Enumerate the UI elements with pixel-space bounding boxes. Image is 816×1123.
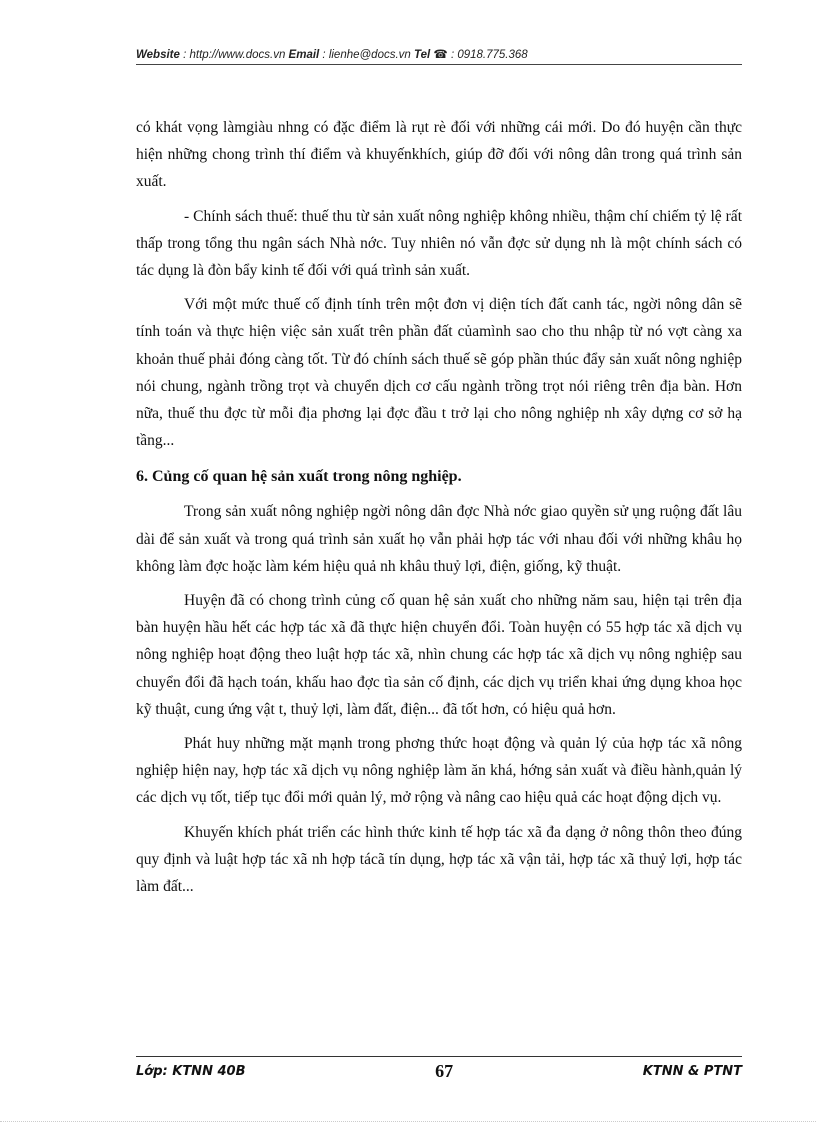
paragraph-1: có khát vọng làmgiàu nhng có đặc điểm là rụt rè đối với những cái mới. Do đó huyện cần thực hiện những chong trình thí điểm và khuyếnkhích, giúp đỡ đối với nông dân trong quá trình sản xuất. [136, 119, 742, 191]
tel-value: : 0918.775.368 [447, 49, 528, 61]
section-heading: 6. Củng cố quan hệ sản xuất trong nông nghiệp. [136, 468, 462, 486]
document-body [136, 114, 742, 907]
department-label: KTNN & PTNT [642, 1064, 742, 1079]
paragraph-land-use: Trong sản xuất nông nghiệp ngời nông dân đợc Nhà nớc giao quyền sử ụng ruộng đất lâu dài để sản xuất và trong quá trình sản xuất họ vẫn phải hợp tác với nhau đối với những khâu họ không làm đợc hoặc làm kém hiệu quả nh khâu thuỷ lợi, điện, giống, kỹ thuật. [136, 503, 742, 575]
paragraph-encourage: Khuyến khích phát triển các hình thức kinh tế hợp tác xã đa dạng ở nông thôn theo đúng quy định và luật hợp tác xã nh hợp tácã tín dụng, hợp tác xã vận tải, hợp tác xã thuỷ lợi, hợp tác làm đất... [136, 823, 742, 896]
website-value: : http://www.docs.vn [179, 49, 289, 61]
paragraph-fixed-tax: Với một mức thuế cố định tính trên một đơn vị diện tích đất canh tác, ngời nông dân sẽ tính toán và thực hiện việc sản xuất trên phần đất củamình sao cho thu nhập từ nó vợt càng xa khoản thuế phải đóng càng tốt. Từ đó chính sách thuế sẽ góp phần thúc đẩy sản xuất nông nghiệp nói chung, ngành trồng trọt và chuyển dịch cơ cấu ngành trồng trọt nói riêng trên địa bàn. Hơn nữa, thuế thu đợc từ mỗi địa phơng lại đợc đầu t trở lại cho nông nghiệp nh xây dựng cơ sở hạ tầng... [136, 296, 742, 450]
website-label: Website [136, 49, 180, 61]
bottom-divider [0, 1121, 816, 1122]
email-value: : lienhe@docs.vn [319, 49, 415, 61]
page-number: 67 [435, 1061, 454, 1081]
phone-icon: ☎ [433, 49, 448, 61]
paragraph-cooperatives: Huyện đã có chong trình củng cố quan hệ sản xuất cho những năm sau, hiện tại trên địa bàn huyện hầu hết các hợp tác xã đã thực hiện chuyển đổi. Toàn huyện có 55 hợp tác xã dịch vụ nông nghiệp hoạt động theo luật hợp tác xã, nhìn chung các hợp tác xã dịch vụ nông nghiệp sau chuyển đổi đã hạch toán, khấu hao đợc tìa sản cố định, các dịch vụ triển khai ứng dụng khoa học kỹ thuật, cung ứng vật t, thuỷ lợi, làm đất, điện... đã tốt hơn, có hiệu quả hơn. [136, 592, 742, 718]
email-label: Email [288, 49, 320, 61]
page-footer [136, 1056, 742, 1082]
tel-label: Tel [414, 49, 431, 61]
page-header [136, 47, 742, 65]
paragraph-tax-policy: - Chính sách thuế: thuế thu từ sản xuất nông nghiệp không nhiều, thậm chí chiếm tỷ lệ rất thấp trong tổng thu ngân sách Nhà nớc. Tuy nhiên nó vẫn đợc sử dụng nh là một chính sách có tác dụng là đòn bẩy kinh tế đối với quá trình sản xuất. [136, 207, 742, 280]
class-label: Lớp: KTNN 40B [136, 1064, 246, 1079]
paragraph-strengths: Phát huy những mặt mạnh trong phơng thức hoạt động và quản lý của hợp tác xã nông nghiệp hiện nay, hợp tác xã dịch vụ nông nghiệp làm ăn khá, hớng sản xuất và điều hành,quản lý các dịch vụ tốt, tiếp tục đổi mới quản lý, mở rộng và nâng cao hiệu quả các hoạt động dịch vụ. [136, 735, 742, 807]
